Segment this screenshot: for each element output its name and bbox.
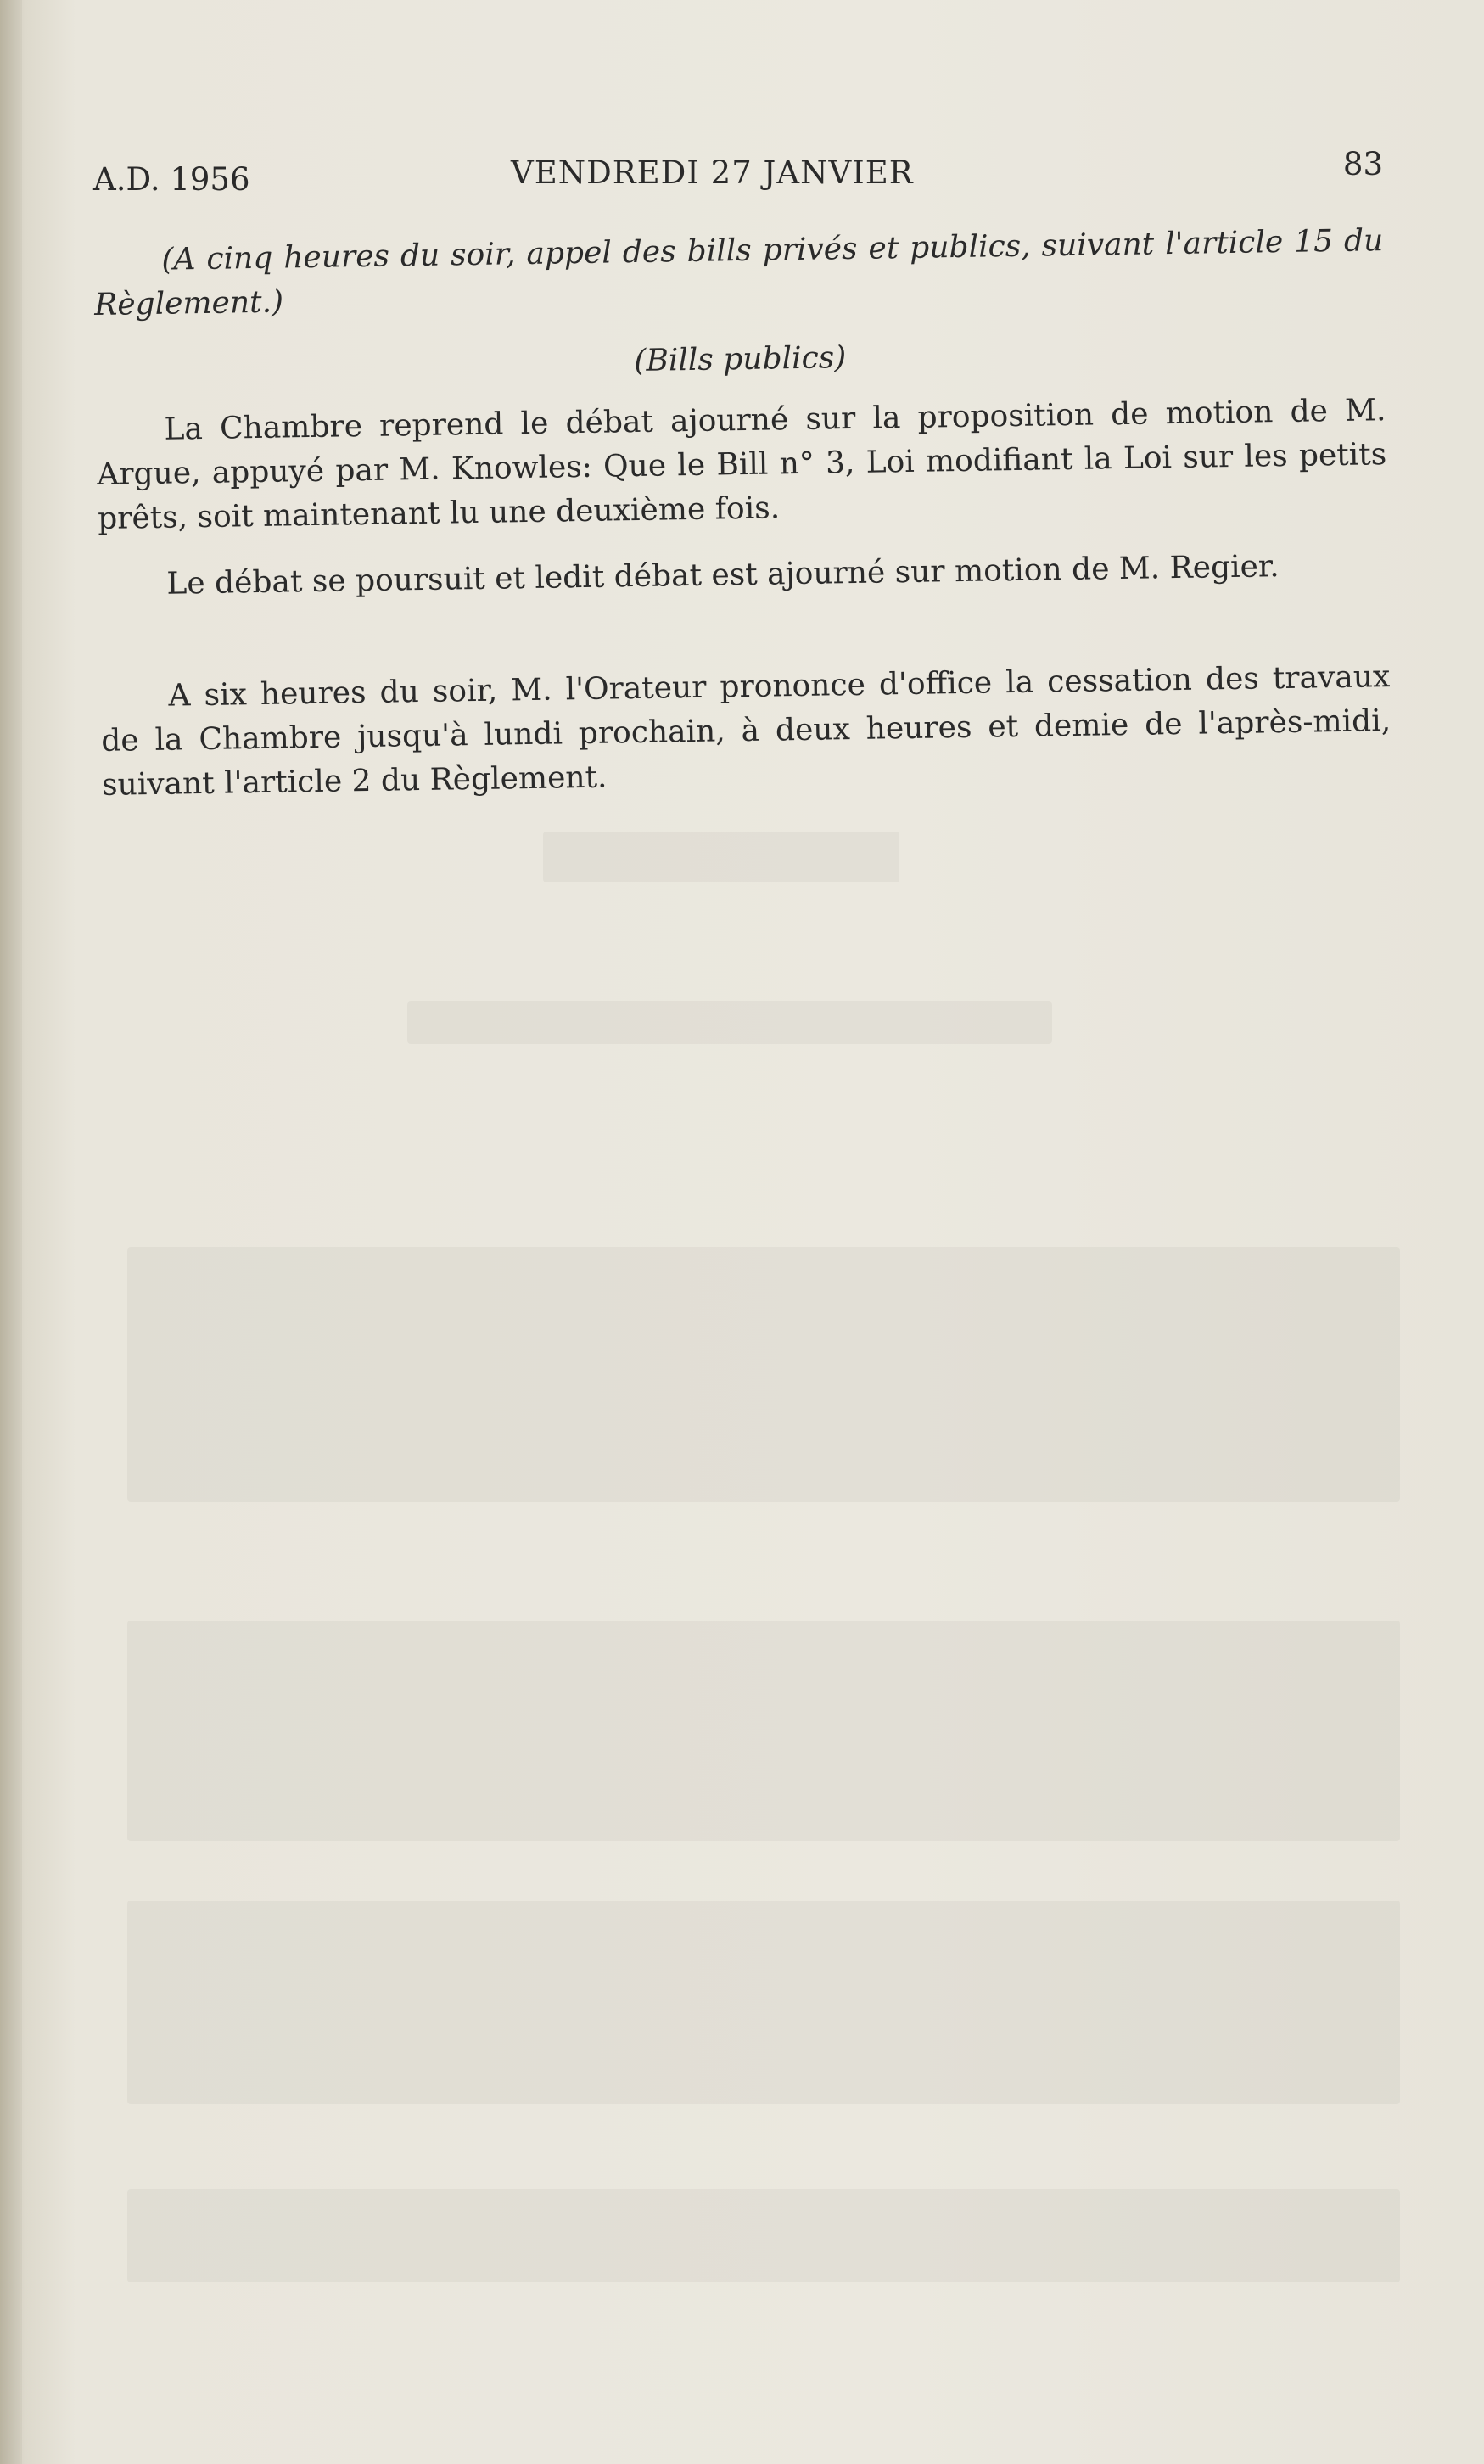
header-date: VENDREDI 27 JANVIER [511,154,914,191]
section-heading-bills-publics: (Bills publics) [634,340,847,379]
journal-body [93,219,1392,808]
page-number: 83 [1342,146,1383,182]
paragraph-debate-adjourned: Le débat se poursuit et ledit débat est ajourné sur motion de M. Regier. [166,549,1280,602]
paragraph-five-oclock: (A cinq heures du soir, appel des bills privés et publics, suivant l'article 15 du Règlement.) [93,223,1384,322]
header-year: A.D. 1956 [93,161,250,198]
page-binding-edge [0,0,22,2464]
paragraph-six-oclock: A six heures du soir, M. l'Orateur prononce d'office la cessation des travaux de la Chambre jusqu'à lundi prochain, à deux heures et demie de l'après-midi, suivant l'article 2 du Règlement. [100,659,1392,803]
running-head [93,146,1383,202]
paragraph-debate-resumed: La Chambre reprend le débat ajourné sur la proposition de motion de M. Argue, appuyé par M. Knowles: Que le Bill n° 3, Loi modifiant la Loi sur les petits prêts, soit maintenant lu une deuxième fois. [97,393,1387,536]
